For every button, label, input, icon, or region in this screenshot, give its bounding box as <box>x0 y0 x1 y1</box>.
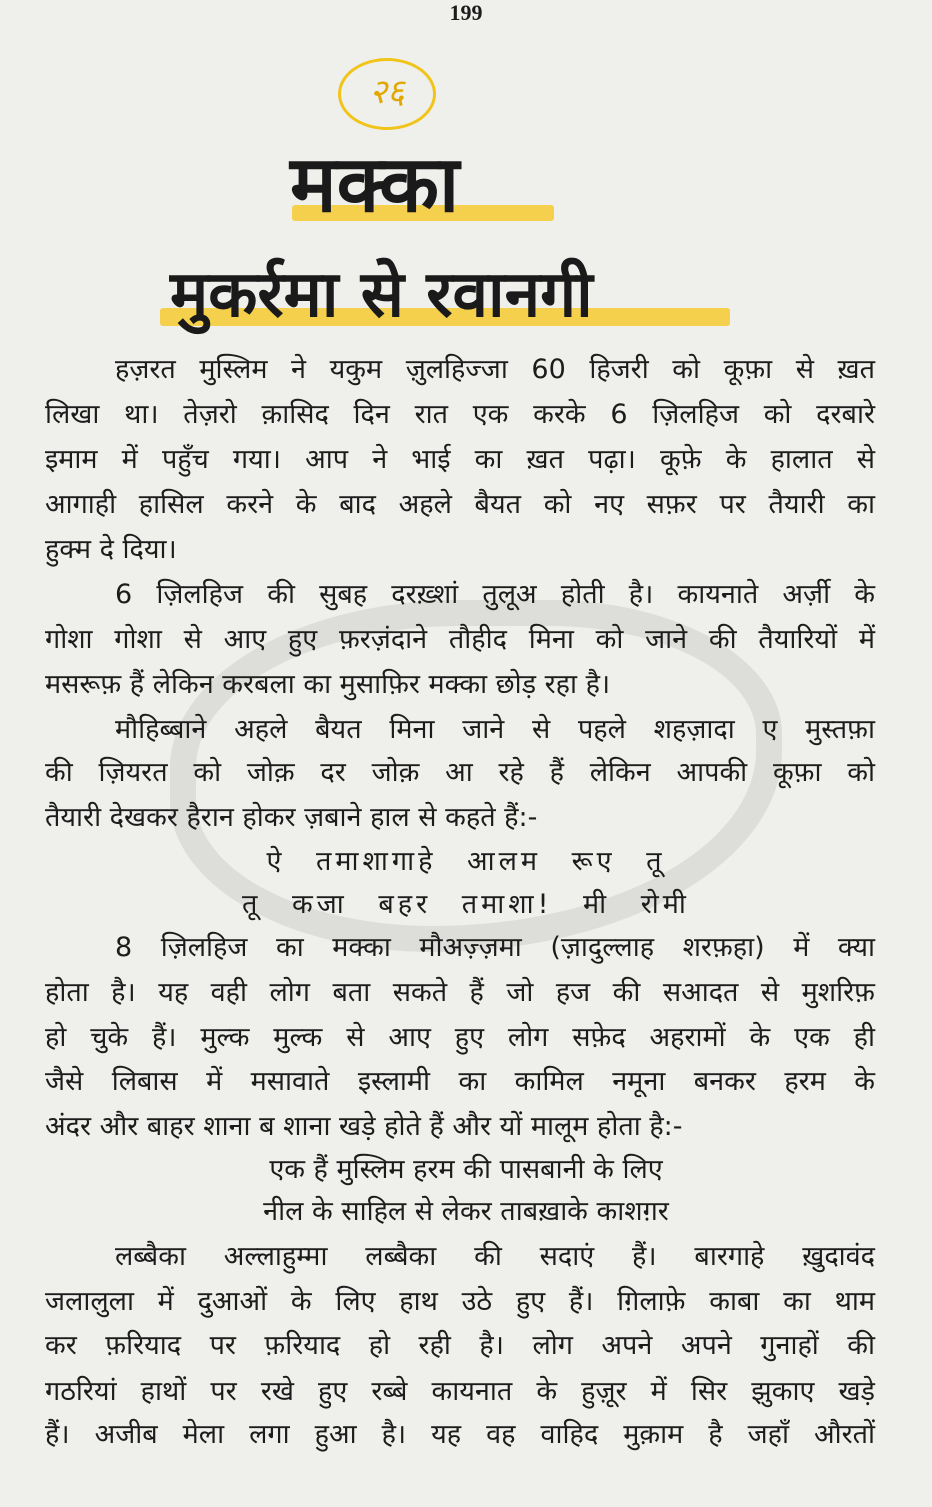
body-line: की ज़ियरत को जोक़ दर जोक़ आ रहे हैं लेकिन आपकी कूफ़ा को <box>45 757 875 788</box>
body-line: 8 ज़िलहिज का मक्का मौअज़्ज़मा (ज़ादुल्लाह शरफ़हा) में क्या <box>115 932 875 963</box>
body-line: लब्बैका अल्लाहुम्मा लब्बैका की सदाएं हैं। बारगाहे ख़ुदावंद <box>115 1241 875 1272</box>
body-line: आगाही हासिल करने के बाद अहले बैयत को नए सफ़र पर तैयारी का <box>45 489 875 520</box>
body-line: मौहिब्बाने अहले बैयत मिना जाने से पहले शहज़ादा ए मुस्तफ़ा <box>115 714 875 745</box>
body-line: होता है। यह वही लोग बता सकते हैं जो हज की सआदत से मुशरिफ़ <box>45 977 875 1008</box>
page-number: 199 <box>449 0 483 25</box>
body-line: लिखा था। तेज़रो क़ासिद दिन रात एक करके 6 ज़िलहिज को दरबारे <box>45 399 875 430</box>
body-line: गोशा गोशा से आए हुए फ़रज़ंदाने तौहीद मिना को जाने की तैयारियों में <box>45 624 875 655</box>
chapter-title-line2: मुकर्रमा से रवानगी <box>170 258 593 332</box>
body-line: हज़रत मुस्लिम ने यकुम ज़ुलहिज्जा 60 हिजरी को कूफ़ा से ख़त <box>115 354 875 385</box>
body-line: गठरियां हाथों पर रखे हुए रब्बे कायनात के हुज़ूर में सिर झुकाए खड़े <box>45 1376 875 1407</box>
body-line: अंदर और बाहर शाना ब शाना खड़े होते हैं और यों मालूम होता है:- <box>45 1111 683 1142</box>
verse-line: ऐ तमाशागाहे आलम रूए तू <box>266 846 666 877</box>
body-line: जैसे लिबास में मसावाते इस्लामी का कामिल नमूना बनकर हरम के <box>45 1066 875 1097</box>
body-line: हैं। अजीब मेला लगा हुआ है। यह वह वाहिद मुक़ाम है जहाँ औरतों <box>45 1419 875 1450</box>
body-line: कर फ़रियाद पर फ़रियाद हो रही है। लोग अपने अपने गुनाहों की <box>45 1330 875 1361</box>
body-line: तैयारी देखकर हैरान होकर ज़बाने हाल से कहते हैं:- <box>45 802 538 833</box>
verse-line: एक हैं मुस्लिम हरम की पासबानी के लिए <box>269 1154 663 1185</box>
verse-line: तू कजा बहर तमाशा! मी रोमी <box>242 889 690 920</box>
chapter-number-handwritten: २६ <box>338 58 436 130</box>
body-line: मसरूफ़ हैं लेकिन करबला का मुसाफ़िर मक्का छोड़ रहा है। <box>45 669 611 700</box>
body-line: हुक्म दे दिया। <box>45 534 177 565</box>
body-line: हो चुके हैं। मुल्क मुल्क से आए हुए लोग सफ़ेद अहरामों के एक ही <box>45 1022 875 1053</box>
verse-line: नील के साहिल से लेकर ताबख़ाके काशग़र <box>263 1196 669 1227</box>
body-line: जलालुला में दुआओं के लिए हाथ उठे हुए हैं। ग़िलाफ़े काबा का थाम <box>45 1286 875 1317</box>
chapter-title-line1: मक्का <box>290 140 460 230</box>
body-line: 6 ज़िलहिज की सुबह दरख़्शां तुलूअ होती है। कायनाते अर्ज़ी के <box>115 579 875 610</box>
body-line: इमाम में पहुँच गया। आप ने भाई का ख़त पढ़ा। कूफ़े के हालात से <box>45 444 875 475</box>
